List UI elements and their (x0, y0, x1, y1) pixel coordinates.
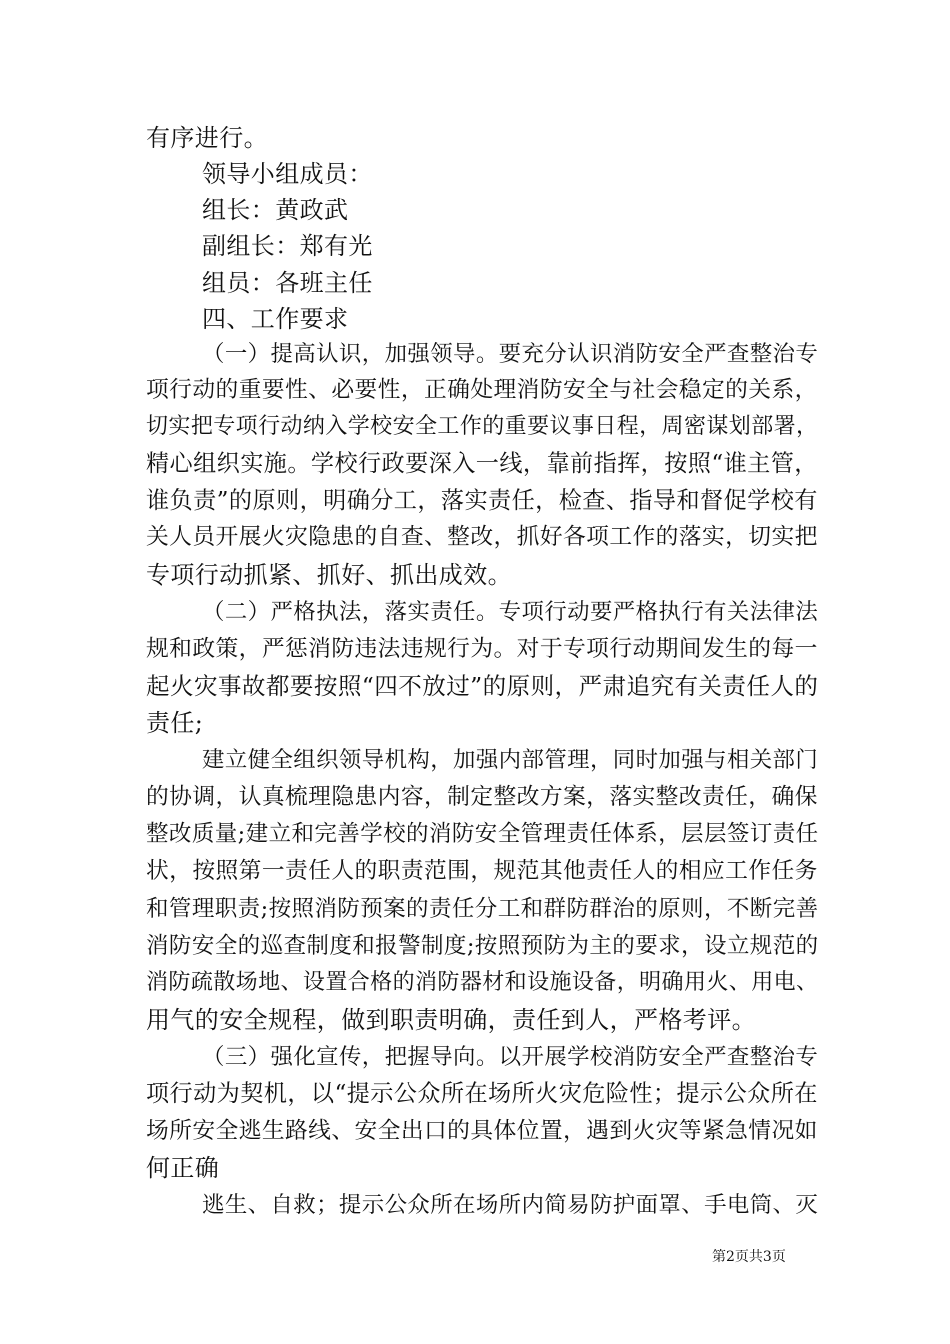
section-heading: 四、工作要求 (202, 305, 349, 333)
text-line: 消防疏散场地、设置合格的消防器材和设施设备，明确用火、用电、 (146, 970, 819, 995)
text-line: （三）强化宣传，把握导向。以开展学校消防安全严查整治专 (202, 1044, 819, 1070)
text-line: 责任; (146, 709, 204, 737)
text-line: 精心组织实施。学校行政要深入一线，靠前指挥，按照“谁主管， (146, 450, 818, 477)
text-line: 关人员开展火灾隐患的自查、整改，抓好各项工作的落实，切实把 (146, 524, 818, 550)
text-line: 谁负责”的原则，明确分工，落实责任，检查、指导和督促学校有 (146, 487, 818, 514)
text-line: 组长：黄政武 (202, 196, 349, 224)
text-line: 的协调，认真梳理隐患内容，制定整改方案，落实整改责任，确保 (146, 784, 818, 810)
text-line: 场所安全逃生路线、安全出口的具体位置，遇到火灾等紧急情况如 (146, 1118, 818, 1144)
text-line: 起火灾事故都要按照“四不放过”的原则，严肃追究有关责任人的 (146, 672, 819, 700)
text-line: 副组长：郑有光 (202, 232, 373, 260)
text-line: 专项行动抓紧、抓好、抓出成效。 (146, 561, 512, 589)
text-line: 有序进行。 (146, 124, 268, 152)
text-line: （一）提高认识，加强领导。要充分认识消防安全严查整治专 (202, 341, 819, 367)
text-line: 何正确 (146, 1154, 220, 1182)
text-line: （二）严格执法，落实责任。专项行动要严格执行有关法律法 (202, 599, 819, 625)
text-line: 和管理职责;按照消防预案的责任分工和群防群治的原则，不断完善 (146, 896, 819, 922)
text-line: 项行动为契机，以“提示公众所在场所火灾危险性；提示公众所在 (146, 1080, 818, 1107)
text-line: 领导小组成员： (202, 160, 373, 188)
text-line: 逃生、自救；提示公众所在场所内简易防护面罩、手电筒、灭 (202, 1192, 819, 1218)
text-line: 整改质量;建立和完善学校的消防安全管理责任体系，层层签订责任 (146, 821, 819, 847)
page-number: 第2页共3页 (712, 1249, 786, 1265)
text-line: 用气的安全规程，做到职责明确，责任到人，严格考评。 (146, 1006, 756, 1034)
text-line: 消防安全的巡查制度和报警制度;按照预防为主的要求，设立规范的 (146, 933, 819, 959)
text-line: 规和政策，严惩消防违法违规行为。对于专项行动期间发生的每一 (146, 636, 818, 662)
text-line: 状，按照第一责任人的职责范围，规范其他责任人的相应工作任务 (146, 858, 818, 884)
text-line: 组员：各班主任 (202, 269, 373, 297)
text-line: 建立健全组织领导机构，加强内部管理，同时加强与相关部门 (202, 747, 819, 773)
text-line: 切实把专项行动纳入学校安全工作的重要议事日程，周密谋划部署， (146, 414, 819, 439)
text-line: 项行动的重要性、必要性，正确处理消防安全与社会稳定的关系， (146, 377, 818, 403)
